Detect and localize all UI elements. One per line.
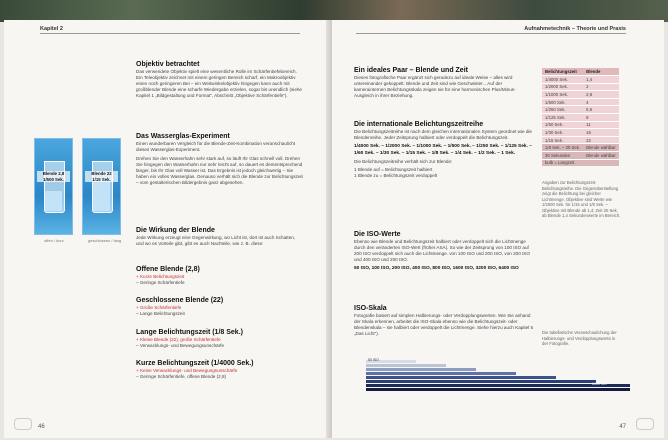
iso-section: [354, 230, 534, 272]
lang-section: [136, 328, 304, 349]
table-header-time: Belichtungszeit: [542, 68, 583, 76]
page-clip-icon: [636, 418, 654, 430]
table-row: 1/30 Sek. 16: [542, 129, 619, 137]
table-row: 1/125 Sek. 8: [542, 113, 619, 121]
table-row: 1/1000 Sek. 2,8: [542, 91, 619, 99]
iso-side-caption: Die tabellarische Veranschaulichung der Halbierungs- und Verdopplungswerte in der Fotografie.: [542, 330, 617, 346]
reihe-text-2: Die Belichtungszeitreihe verhält sich zur Blende:: [354, 159, 453, 164]
table-row: 1/2000 Sek. 2: [542, 83, 619, 91]
reihe-series: 1/4000 Sek. – 1/2000 Sek. – 1/1000 Sek. – 1/500 Sek. – 1/250 Sek. – 1/125 Sek. – 1/60 Sek. – 1/30 Sek. – 1/15 Sek. – 1/8 Sek. – 1/4 Sek. – 1/2 Sek. – 1 Sek.: [354, 144, 532, 156]
lang-minus: – Verwacklungs- und Bewegungsunschärfe: [136, 343, 225, 348]
table-side-caption: Angaben zur Belichtungszeit-Belichtungsreihe. Die Gegenüberstellung zeigt die Belichtung bei gleicher Lichtmenge. Objektive sind Werte wie 1/2000 Sek. für 1/15 und 1/8 Sek. – Objektive mit Blende ab 1,4; Zeit 30 Sek. ab Blende 1,4 Sekundenwerte im Bereich.: [542, 180, 621, 218]
paar-heading: Ein ideales Paar – Blende und Zeit: [354, 67, 468, 74]
iso-bar: [366, 376, 556, 379]
reihe-rule-2: 1 Blende zu = Belichtungszeit verdoppelt: [354, 173, 438, 178]
wirkung-heading: Die Wirkung der Blende: [136, 227, 215, 234]
skala-text: Fotografie basiert auf simplen Halbierungs- oder Verdopplungswerten. Wie Sie anhand der Skala erkennen, arbeitet die ISO-Skala ebenso wie die Belichtungszeit- oder Blendenskala – sie halbiert oder verdoppelt die Lichtmenge. Siehe hierzu auch Kapitel 5 „Das Licht“).: [354, 313, 534, 336]
reihe-section: [354, 120, 534, 179]
reihe-rule-1: 1 Blende auf = Belichtungszeit halbiert: [354, 167, 433, 172]
offen-section: [136, 265, 304, 286]
table-row: 1/15 Sek. 22: [542, 136, 619, 144]
left-page-number: 46: [38, 424, 45, 430]
table-row: 1/250 Sek. 5,6: [542, 106, 619, 114]
kurz-heading: Kurze Belichtungszeit (1/4000 Sek.): [136, 360, 254, 367]
right-head-rule: [356, 33, 626, 34]
glass-label-closed: Blende 22 1/15 Sek.: [85, 171, 118, 182]
geschlossen-section: [136, 296, 304, 317]
kurz-plus: + Keine Verwacklungs- und Bewegungsunschärfe: [136, 368, 238, 373]
objektiv-section: [136, 60, 304, 99]
paar-text: Dieses fotografische Paar ergänzt sich geradezu auf ideale Weise – alles wird untereinander gekoppelt: Blende und Zeit sind wie Geschwister... Auf der kamerainternen Belichtungsskala zeigen sie für eine harmonischen Plus/Minus-Ausgleich in ihrer Beziehung.: [354, 75, 516, 98]
glass-water: [45, 191, 62, 211]
left-page: [4, 20, 331, 438]
skala-heading: ISO-Skala: [354, 305, 387, 312]
lang-plus: + Kleine Blende (22), große Schärfentiefe: [136, 337, 221, 342]
paar-section: [354, 66, 534, 99]
table-row: 1/500 Sek. 4: [542, 98, 619, 106]
wasserglas-section: [136, 132, 304, 186]
table-row: 30 Sekunden Blende wählbar: [542, 151, 619, 159]
iso-bar: [366, 372, 516, 375]
geschlossen-minus: – Lange Belichtungszeit: [136, 311, 185, 316]
glass-label-open: Blende 2,8 1/500 Sek.: [37, 171, 70, 182]
kurz-section: [136, 359, 304, 380]
geschlossen-plus: + Große Schärfentiefe: [136, 305, 182, 310]
iso-bar: [366, 384, 630, 387]
wasserglas-text-2: Drehen Sie den Wasserhahn sehr stark auf, so läuft Ihr Glas schnell voll. Drehen Sie hingegen den Wasserhahn nur sehr leicht auf, so dauert es dementsprechend länger, bis Ihr Glas voll Wasser ist. Das Ergebnis ist jedoch gleichwertig – Sie haben ein volles Wasserglas. Genauso verhält sich die Blende zur Belichtungszeit – vom gestalterischen Bildergebnis ganz abgesehen.: [136, 156, 303, 185]
offen-plus: + Kurze Belichtungszeit: [136, 274, 185, 279]
table-header-row: [542, 68, 619, 76]
wasserglas-text-1: Einen wunderbaren Vergleich für die Blende-Zeit-Kombination veranschaulicht dieses Wasserglas-Experiment.: [136, 141, 296, 152]
table-row: 1/60 Sek. 11: [542, 121, 619, 129]
skala-section: [354, 304, 534, 337]
glass-caption-closed: geschlossen / lang: [88, 238, 122, 243]
iso-heading: Die ISO-Werte: [354, 231, 401, 238]
offen-heading: Offene Blende (2,8): [136, 266, 200, 273]
iso-bar: [366, 380, 596, 383]
page-clip-icon: [14, 418, 32, 430]
kurz-minus: – Geringe Schärfentiefe, offene Blende (2,8): [136, 374, 227, 379]
glass-photo-open: [34, 138, 73, 235]
right-page-number: 47: [619, 424, 626, 430]
glass-water: [93, 179, 110, 211]
wirkung-section: [136, 226, 304, 247]
exposure-table: [542, 68, 619, 166]
right-running-head: Aufnahmetechnik – Theorie und Praxis: [524, 26, 626, 32]
objektiv-heading: Objektiv betrachtet: [136, 61, 200, 68]
table-row: bulb = Langzeit: [542, 159, 619, 166]
lang-heading: Lange Belichtungszeit (1/8 Sek.): [136, 329, 243, 336]
iso-scale-label-high: 6400 ISO: [592, 382, 607, 386]
glass-caption-open: offen / kurz: [44, 238, 64, 243]
geschlossen-heading: Geschlossene Blende (22): [136, 297, 224, 304]
top-photo-strip: [0, 0, 668, 22]
iso-scale-label-low: 50 ISO: [368, 358, 379, 362]
left-head-rule: [40, 33, 300, 34]
iso-bar: [366, 388, 630, 391]
right-page: [332, 20, 664, 438]
reihe-text: Die Belichtungszeitreihe ist nach dem gleichen internationalen System geordnet wie die Blendenreihe. Jeder Zeitsprung halbiert oder verdoppelt die Belichtungszeit.: [354, 129, 532, 140]
objektiv-text: Das verwendete Objektiv spielt eine wesentliche Rolle im Schärfentiefebereich. Ein Teleobjektiv zeichnet mit einem geringen Bereich scharf, ein Makroobjektiv einen noch geringeren Bei – ein Weitwinkelobjektiv hingegen kann auch mit großblender Blende eine scharfe Wiedergabe erzielen, sogar bis unendlich (siehe Kapitel 1 „Bildgestaltung und Format“, Abschnitt „Objektive Schärfentiefe“).: [136, 69, 302, 98]
iso-text: Ebenso wie Blende und Belichtungszeit halbiert oder verdoppelt sich die Lichtmenge durch den veränderten ISO-Wert (früher ASA). So wie der Zeitsprung von 100 ISO auf 200 ISO verdoppelt sich auch die Lichtmenge. von 100 ISO und 200 ISO, von 200 ISO und 400 ISO und 200 ISO.: [354, 239, 530, 262]
iso-bar: [366, 364, 446, 367]
glass-photo-closed: [82, 138, 121, 235]
wasserglas-heading: Das Wasserglas-Experiment: [136, 133, 230, 140]
iso-series: 50 ISO, 100 ISO, 200 ISO, 400 ISO, 800 ISO, 1600 ISO, 3200 ISO, 6400 ISO: [354, 266, 519, 271]
left-running-head: Kapitel 2: [40, 26, 63, 32]
reihe-heading: Die internationale Belichtungszeitreihe: [354, 121, 484, 128]
wirkung-text: Jede Wirkung erzeugt eine Gegenwirkung, wo Licht ist, dort ist auch Schatten, und wo es Vorteile gibt, gibt es auch Nachteile, wie z. B. diese:: [136, 235, 296, 246]
table-row: 1/4000 Sek. 1,4: [542, 76, 619, 84]
table-header-aperture: Blende: [583, 68, 619, 76]
table-row: 1/8 Sek. – 30 Sek. Blende wählbar: [542, 144, 619, 152]
offen-minus: – Geringe Schärfentiefe: [136, 280, 185, 285]
iso-bar: [366, 368, 476, 371]
